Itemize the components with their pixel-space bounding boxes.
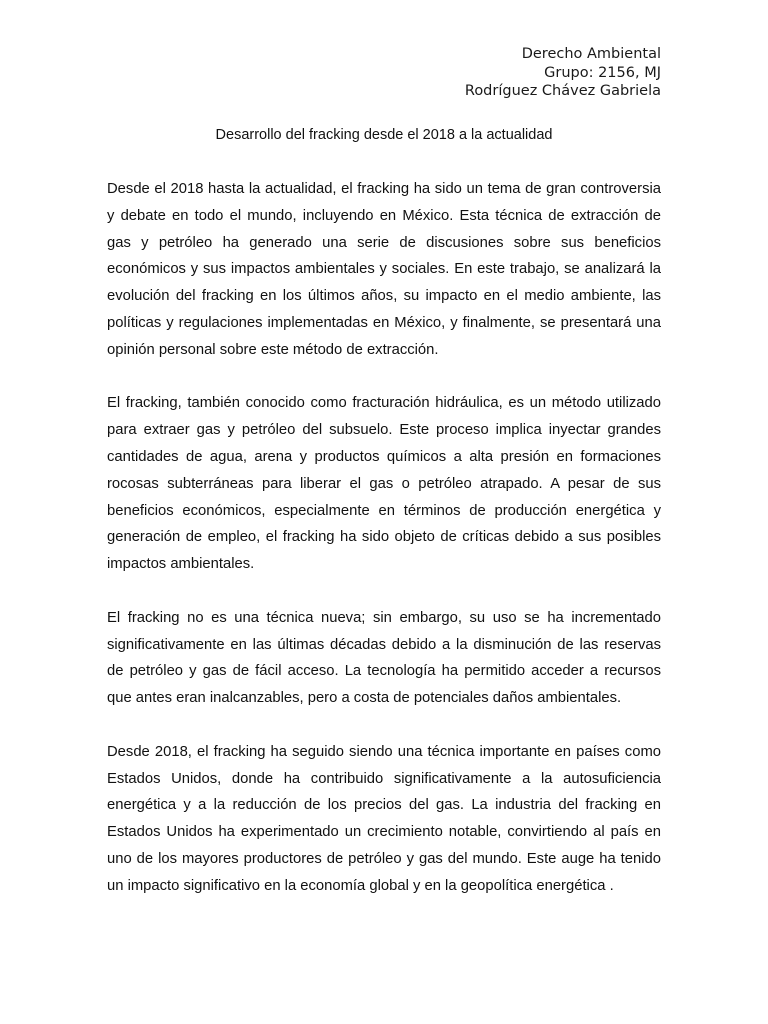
paragraph-introduction: Desde el 2018 hasta la actualidad, el fracking ha sido un tema de gran controversia y debate en todo el mundo, incluyendo en México. Esta técnica de extracción de gas y petróleo ha generado una serie de discusiones sobre sus beneficios económicos y sus impactos ambientales y sociales. En este trabajo, se analizará la evolución del fracking en los últimos años, su impacto en el medio ambiente, las políticas y regulaciones implementadas en México, y finalmente, se presentará una opinión personal sobre este método de extracción. <box>107 181 661 358</box>
course-name: Derecho Ambiental <box>521 46 661 62</box>
paragraph-definition: El fracking, también conocido como fracturación hidráulica, es un método utilizado para extraer gas y petróleo del subsuelo. Este proceso implica inyectar grandes cantidades de agua, arena y productos químicos a alta presión en formaciones rocosas subterráneas para liberar el gas o petróleo atrapado. A pesar de sus beneficios económicos, especialmente en términos de producción energética y generación de empleo, el fracking ha sido objeto de críticas debido a sus posibles impactos ambientales. <box>107 395 661 573</box>
group-info: Grupo: 2156, MJ <box>544 64 661 81</box>
paragraph-since-2018: Desde 2018, el fracking ha seguido siendo una técnica importante en países como Estados Unidos, donde ha contribuido significativamente a la autosuficiencia energética y a la reducción de los precios del gas. La industria del fracking en Estados Unidos ha experimentado un crecimiento notable, convirtiendo al país en uno de los mayores productores de petróleo y gas del mundo. Este auge ha tenido un impacto significativo en la economía global y en la geopolítica energética . <box>107 743 661 894</box>
author-header <box>465 45 661 101</box>
paragraph-history: El fracking no es una técnica nueva; sin embargo, su uso se ha incrementado significativamente en las últimas décadas debido a la disminución de las reservas de petróleo y gas de fácil acceso. La tecnología ha permitido acceder a recursos que antes eran inalcanzables, pero a costa de potenciales daños ambientales. <box>107 609 661 707</box>
document-body <box>107 176 661 900</box>
author-name: Rodríguez Chávez Gabriela <box>464 83 661 99</box>
document-title: Desarrollo del fracking desde el 2018 a la actualidad <box>215 127 553 143</box>
